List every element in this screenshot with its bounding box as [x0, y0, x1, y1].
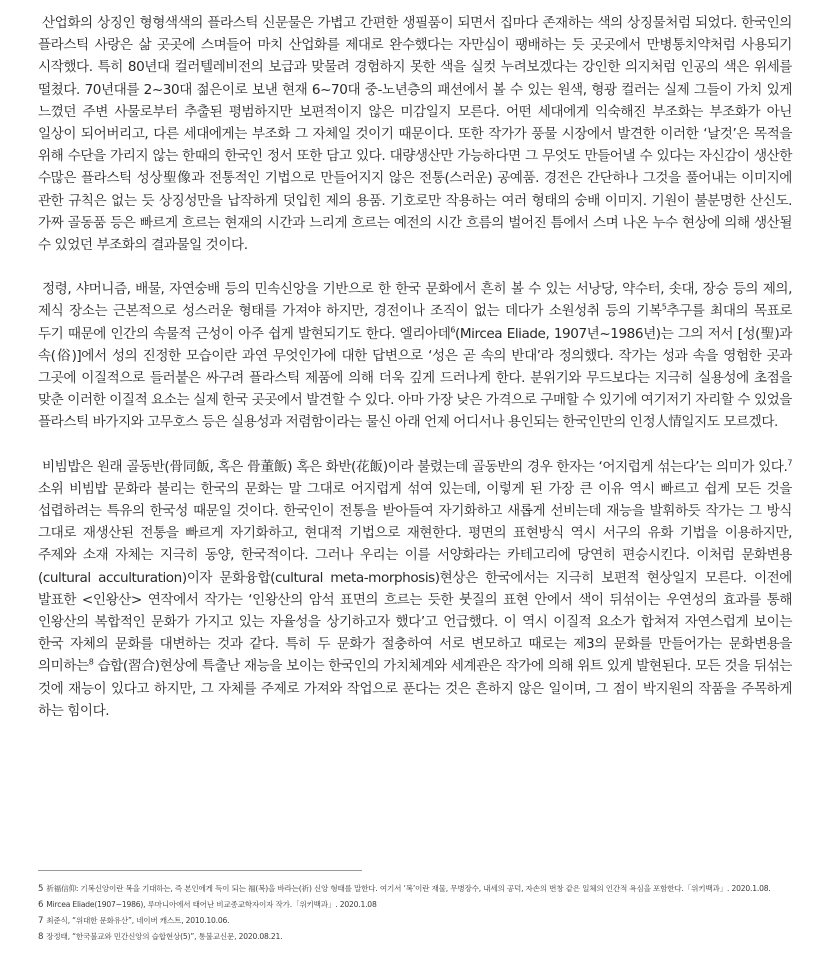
essay-body — [38, 12, 792, 722]
footnote-number: 6 — [38, 900, 44, 910]
footnote-ref-6[interactable]: 6 — [450, 325, 456, 335]
footnote-number: 5 — [38, 884, 44, 894]
footnote-8 — [38, 929, 792, 945]
footnote-7 — [38, 913, 792, 929]
footnote-text: 祈福信仰: 기복신앙이란 복을 기대하는, 즉 본인에게 득이 되는 福(복)을 바라는(祈) 신앙 형태를 말한다. 여기서 ‘복’이란 재물, 무병장수, 내세의 공덕, 자손의 번창 같은 일체의 인간적 욕심을 포함한다.「위키백과」. 2020.1.08. — [46, 884, 771, 893]
paragraph-text: 산업화의 상징인 형형색색의 플라스틱 신문물은 가볍고 간편한 생필품이 되면서 집마다 존재하는 색의 상징물처럼 되었다. 한국인의 플라스틱 사랑은 삶 곳곳에 스며들어 마치 산업화를 제대로 완수했다는 자만심이 팽배하는 듯 곳곳에서 만병통치약처럼 사용되기 시작했다. 특히 80년대 컬러텔레비전의 보급과 맞물려 경험하지 못한 색을 실컷 누려보겠다는 강인한 의지처럼 인공의 색은 위세를 떨쳤다. 70년대를 2~30대 젊은이로 보낸 현재 6~70대 중-노년층의 패션에서 볼 수 있는 원색, 형광 컬러는 실제 그들이 가치 있게 느꼈던 주변 사물로부터 추출된 평범하지만 보편적이지 않은 미감일지 모른다. 어떤 세대에게 익숙해진 부조화는 부조화가 아닌 일상이 되어버리고, 다른 세대에게는 부조화 그 자체일 것이기 때문이다. 또한 작가가 풍물 시장에서 발견한 이러한 ‘날것’은 목적을 위해 수단을 가리지 않는 한때의 한국인 정서 또한 담고 있다. 대량생산만 가능하다면 그 무엇도 만들어낼 수 있다는 자신감이 생산한 수많은 플라스틱 성상聖像과 전통적인 기법으로 만들어지지 않은 전통(스러운) 공예품. 경전은 간단하나 그것을 풀어내는 이미지에 관한 규칙은 없는 듯 상징성만을 납작하게 덧입힌 제의 용품. 기호로만 작용하는 여러 형태의 숭배 이미지. 기원이 불분명한 산신도. 가짜 골동품 등은 빠르게 흐르는 현재의 시간과 느리게 흐르는 예전의 시간 흐름의 벌어진 틈에서 스며 나온 누수 현상에 의해 생산될 수 있었던 부조화의 결과물일 것이다. — [38, 15, 792, 254]
paragraph-text: 정령, 샤머니즘, 배물, 자연숭배 등의 민속신앙을 기반으로 한 한국 문화에서 흔히 볼 수 있는 서낭당, 약수터, 솟대, 장승 등의 제의, 제식 장소는 근본적으로 성스러운 형태를 가져야 하지만, 경전이나 조직이 없는 데다가 소원성취 등의 기복 — [38, 281, 792, 320]
paragraph-text: 비빔밥은 원래 골동반(骨同飯, 혹은 骨董飯) 혹은 화반(花飯)이라 불렸는데 골동반의 경우 한자는 ‘어지럽게 섞는다’는 의미가 있다. — [42, 458, 788, 475]
footnote-ref-5[interactable]: 5 — [661, 302, 667, 312]
footnote-divider — [38, 870, 362, 871]
footnote-number: 8 — [38, 932, 44, 942]
footnote-text: 장정태, “한국불교와 민간신앙의 습합현상(5)”, 통불교신문, 2020.08.21. — [46, 932, 283, 941]
footnotes — [38, 870, 792, 945]
footnote-5 — [38, 881, 792, 897]
paragraph-bibimbap-culture — [38, 456, 792, 722]
paragraph-plastic-aesthetics — [38, 12, 792, 256]
paragraph-text: (Mircea Eliade, 1907년~1986년)는 그의 저서 [성(聖)과 속(俗)]에서 성의 진정한 모습이란 과연 무엇인가에 대한 답변으로 ‘성은 곧 속의 반대’라 정의했다. 작가는 성과 속을 영험한 곳과 그곳에 이질적으로 들러붙은 싸구려 플라스틱 제품에 의해 더욱 깊게 드러나게 한다. 분위기와 무드보다는 지극히 실용성에 초점을 맞춘 이러한 이질적 요소는 실제 한국 곳곳에서 발견할 수 있다. 아마 가장 낮은 가격으로 구매할 수 있기에 여기저기 자리할 수 있었을 플라스틱 바가지와 고무호스 등은 실용성과 저렴함이라는 물신 아래 언제 어디서나 용인되는 한국인만의 인정人情일지도 모르겠다. — [38, 325, 792, 431]
paragraph-sacred-profane — [38, 278, 792, 433]
footnote-text: Mircea Eliade(1907~1986), 루마니아에서 태어난 비교종교학자이자 작가.「위키백과」. 2020.1.08 — [46, 900, 377, 909]
footnote-text: 최준식, “위대한 문화유산”, 네이버 캐스트, 2010.10.06. — [46, 916, 230, 925]
paragraph-text: 소위 비빔밥 문화라 불리는 한국의 문화는 말 그대로 어지럽게 섞여 있는데, 이렇게 된 가장 큰 이유 역시 빠르고 쉽게 모든 것을 섭렵하려는 특유의 한국성 때문일 것이다. 한국인이 전통을 받아들여 자기화하고 새롭게 선비는데 재능을 발휘하듯 작가는 그 방식 그대로 재생산된 전통을 빠르게 자기화하고, 현대적 기법으로 재현한다. 평면의 표현방식 역시 서구의 유화 기법을 이용하지만, 주제와 소재 자체는 지극히 동양, 한국적이다. 그러나 우리는 이를 서양화라는 카테고리에 당연히 편승시킨다. 이처럼 문화변용(cultural acculturation)이자 문화융합(cultural meta-morphosis)현상은 한국에서는 지극히 보편적 현상일지 모른다. 이전에 발표한 <인왕산> 연작에서 작가는 ‘인왕산의 암석 표면의 흐르는 듯한 붓질의 표현 안에서 색이 뒤섞이는 우연성의 효과를 통해 인왕산의 복합적인 문화가 가지고 있는 자율성을 상기하고자 했다’고 언급했다. 이 역시 이질적 요소가 합쳐져 자연스럽게 보이는 한국 자체의 문화를 대변하는 것과 같다. 특히 두 문화가 절충하여 서로 변모하고 때로는 제3의 문화를 만들어가는 문화변용을 의미하는 — [38, 480, 792, 675]
paragraph-text: 습합(習合)현상에 특출난 재능을 보이는 한국인의 가치체계와 세계관은 작가에 의해 위트 있게 발현된다. 모든 것을 뒤섞는 것에 재능이 있다고 하지만, 그 자체를 주제로 가져와 작업으로 푼다는 것은 흔하지 않은 일이며, 그 점이 박지원의 작품을 주목하게 하는 힘이다. — [38, 658, 792, 719]
footnote-6 — [38, 897, 792, 913]
footnote-ref-8[interactable]: 8 — [88, 657, 94, 667]
footnote-ref-7[interactable]: 7 — [787, 458, 792, 468]
paragraph-text: 추구를 최대의 목표로 두기 때문에 인간의 속물적 근성이 아주 쉽게 발현되기도 한다. 엘리아데 — [38, 303, 792, 342]
footnote-number: 7 — [38, 916, 44, 926]
